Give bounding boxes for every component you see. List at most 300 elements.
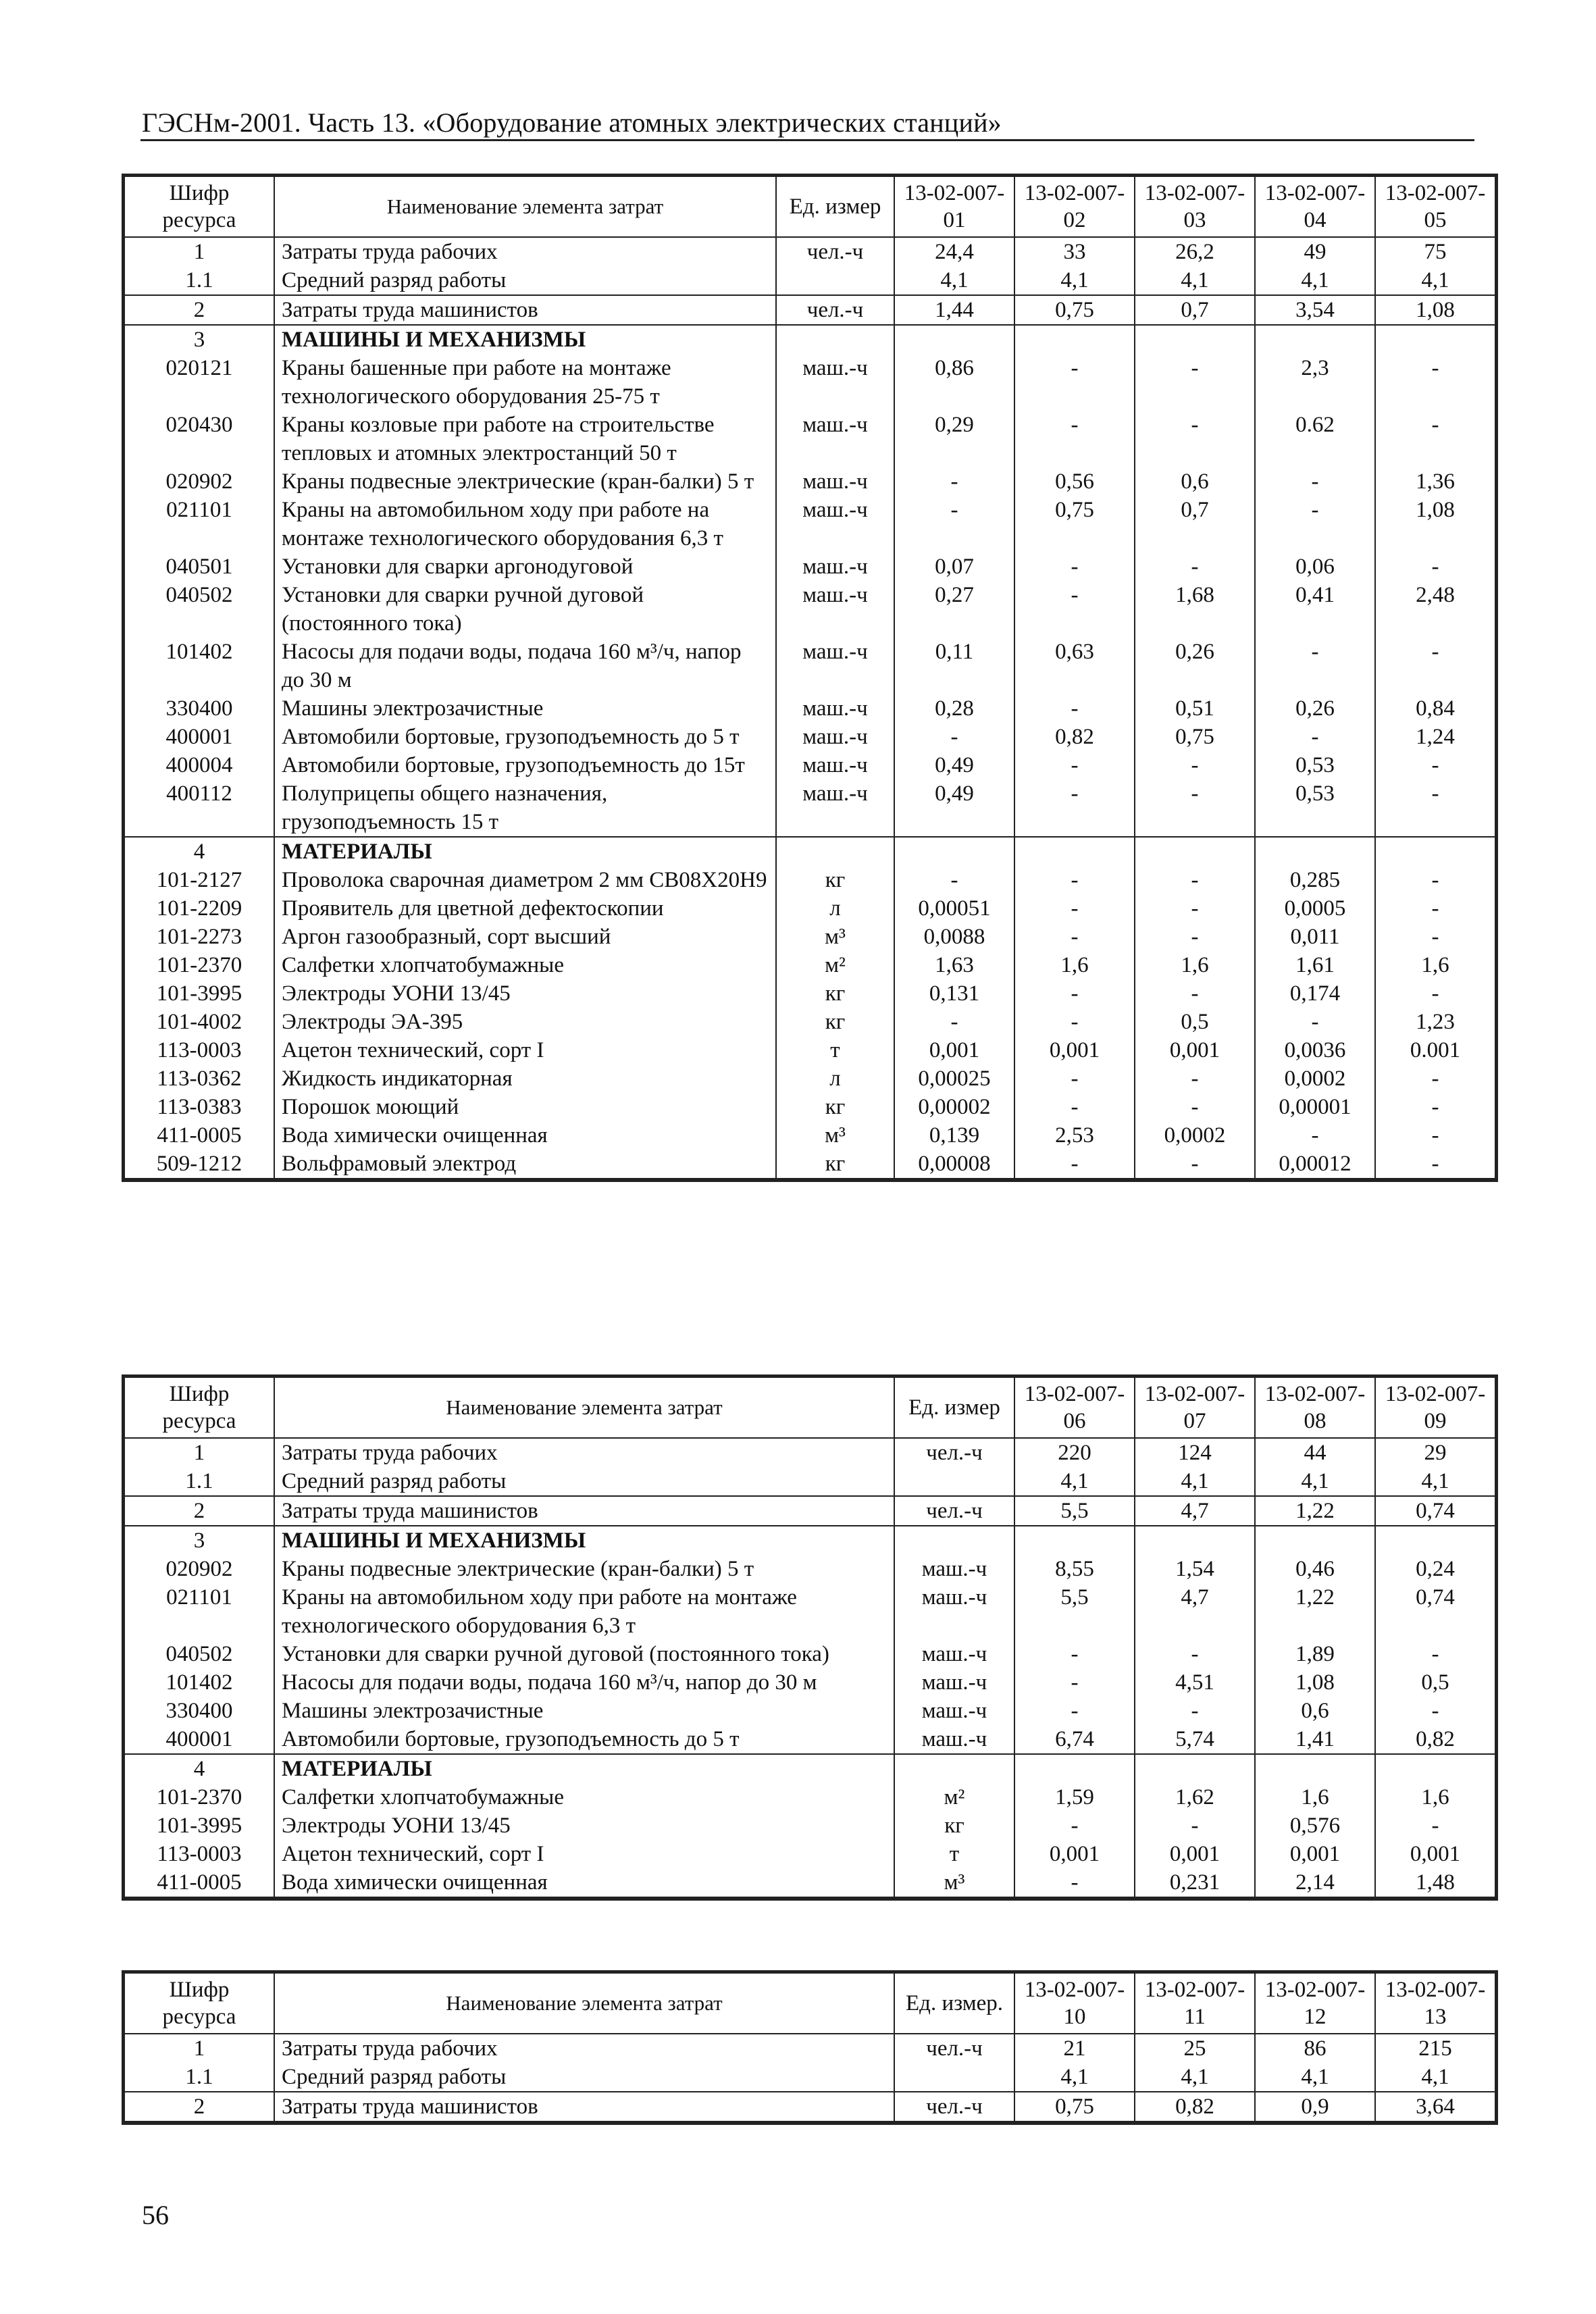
cell-value: - bbox=[1375, 751, 1495, 779]
cell-value: 0,001 bbox=[1255, 1840, 1375, 1868]
cell-code: 2 bbox=[124, 1496, 274, 1526]
cell-value: - bbox=[1014, 552, 1135, 581]
cell-value: 1,6 bbox=[1375, 951, 1495, 979]
cell-value bbox=[1014, 1526, 1135, 1555]
cell-value: - bbox=[1014, 1093, 1135, 1121]
column-header-norm: 13-02-007-13 bbox=[1375, 1973, 1495, 2034]
table-row bbox=[124, 237, 1495, 266]
cell-value: 5,5 bbox=[1014, 1583, 1135, 1640]
cell-code: 1.1 bbox=[124, 266, 274, 295]
cell-value: 0,46 bbox=[1255, 1555, 1375, 1583]
cell-value: - bbox=[1375, 411, 1495, 467]
column-header-name: Наименование элемента затрат bbox=[274, 1377, 894, 1438]
cell-value: 124 bbox=[1135, 1438, 1255, 1467]
cell-unit: маш.-ч bbox=[894, 1583, 1014, 1640]
cell-value: - bbox=[1375, 1640, 1495, 1668]
cell-code: 101-2273 bbox=[124, 923, 274, 951]
cell-code: 1 bbox=[124, 237, 274, 266]
cell-code: 020902 bbox=[124, 467, 274, 496]
table-row bbox=[124, 1811, 1495, 1840]
table-row bbox=[124, 496, 1495, 552]
cell-value: - bbox=[1135, 1697, 1255, 1725]
table-row bbox=[124, 467, 1495, 496]
table-header-row bbox=[124, 176, 1495, 237]
cell-value: 0,001 bbox=[1014, 1840, 1135, 1868]
cell-value: 0,001 bbox=[894, 1036, 1014, 1064]
cell-unit: маш.-ч bbox=[776, 638, 894, 694]
cell-value: 0,63 bbox=[1014, 638, 1135, 694]
cell-value: 0,49 bbox=[894, 779, 1014, 837]
cell-unit: кг bbox=[776, 979, 894, 1008]
table-row bbox=[124, 552, 1495, 581]
table-header-row bbox=[124, 1973, 1495, 2034]
cell-code: 113-0003 bbox=[124, 1840, 274, 1868]
cell-value: 0,26 bbox=[1135, 638, 1255, 694]
cell-value: 0,9 bbox=[1255, 2092, 1375, 2122]
cell-name: Машины электрозачистные bbox=[274, 1697, 894, 1725]
cell-value: 1,63 bbox=[894, 951, 1014, 979]
cell-value: 0,00051 bbox=[894, 894, 1014, 923]
cell-name: Затраты труда рабочих bbox=[274, 237, 776, 266]
cell-value: - bbox=[1375, 1697, 1495, 1725]
cell-value: - bbox=[1375, 552, 1495, 581]
cell-value: - bbox=[1375, 979, 1495, 1008]
cell-unit: маш.-ч bbox=[776, 467, 894, 496]
cell-value: - bbox=[1135, 552, 1255, 581]
cell-value: - bbox=[1375, 1064, 1495, 1093]
cell-value: - bbox=[894, 1008, 1014, 1036]
table-row bbox=[124, 951, 1495, 979]
cell-value: 86 bbox=[1255, 2034, 1375, 2063]
table-row bbox=[124, 866, 1495, 894]
cell-unit: маш.-ч bbox=[894, 1668, 1014, 1697]
cell-value: 2,14 bbox=[1255, 1868, 1375, 1898]
cell-value: 21 bbox=[1014, 2034, 1135, 2063]
table-row bbox=[124, 581, 1495, 638]
cell-value: 3,54 bbox=[1255, 295, 1375, 325]
cell-value: 4,7 bbox=[1135, 1583, 1255, 1640]
cell-value: 0,0002 bbox=[1255, 1064, 1375, 1093]
cell-unit: кг bbox=[776, 1150, 894, 1179]
cell-value: - bbox=[1014, 1697, 1135, 1725]
cell-value: - bbox=[1135, 411, 1255, 467]
cell-unit: кг bbox=[894, 1811, 1014, 1840]
cell-value bbox=[1375, 837, 1495, 866]
table-row bbox=[124, 1036, 1495, 1064]
column-header-code: Шифр ресурса bbox=[124, 1973, 274, 2034]
cell-value: 6,74 bbox=[1014, 1725, 1135, 1754]
page-number: 56 bbox=[142, 2200, 169, 2230]
cell-value: 29 bbox=[1375, 1438, 1495, 1467]
cell-name: Автомобили бортовые, грузоподъемность до 5 т bbox=[274, 1725, 894, 1754]
table-row bbox=[124, 1008, 1495, 1036]
cell-value: - bbox=[1135, 1640, 1255, 1668]
column-header-norm: 13-02-007-10 bbox=[1014, 1973, 1135, 2034]
cell-value: 1,48 bbox=[1375, 1868, 1495, 1898]
cell-code: 400001 bbox=[124, 1725, 274, 1754]
cell-unit: чел.-ч bbox=[894, 1438, 1014, 1467]
cell-code: 509-1212 bbox=[124, 1150, 274, 1179]
cell-code: 040501 bbox=[124, 552, 274, 581]
cell-code: 330400 bbox=[124, 1697, 274, 1725]
table-row bbox=[124, 1697, 1495, 1725]
table-row bbox=[124, 2092, 1495, 2122]
cell-code: 021101 bbox=[124, 496, 274, 552]
section-row bbox=[124, 1754, 1495, 1783]
cell-unit: маш.-ч bbox=[776, 751, 894, 779]
cell-value: 1,41 bbox=[1255, 1725, 1375, 1754]
cell-value: 25 bbox=[1135, 2034, 1255, 2063]
cell-unit bbox=[776, 837, 894, 866]
cell-unit: чел.-ч bbox=[894, 1496, 1014, 1526]
cell-value: - bbox=[1014, 1811, 1135, 1840]
cell-value: 0,82 bbox=[1375, 1725, 1495, 1754]
page-header-title: ГЭСНм-2001. Часть 13. «Оборудование атомных электрических станций» bbox=[142, 107, 1002, 138]
table-row bbox=[124, 1668, 1495, 1697]
cell-value: 0,07 bbox=[894, 552, 1014, 581]
cell-code: 101-2209 bbox=[124, 894, 274, 923]
cell-name: Полуприцепы общего назначения, грузоподъемность 15 т bbox=[274, 779, 776, 837]
cell-value: - bbox=[1014, 581, 1135, 638]
table-row bbox=[124, 1121, 1495, 1150]
cell-value: 0,74 bbox=[1375, 1496, 1495, 1526]
cell-value: - bbox=[1014, 411, 1135, 467]
cell-value: 0,0088 bbox=[894, 923, 1014, 951]
cell-unit: кг bbox=[776, 1008, 894, 1036]
cell-value: 0,51 bbox=[1135, 694, 1255, 723]
cell-value: - bbox=[1255, 1121, 1375, 1150]
cell-value: 5,5 bbox=[1014, 1496, 1135, 1526]
column-header-unit: Ед. измер. bbox=[894, 1973, 1014, 2034]
table-row bbox=[124, 751, 1495, 779]
cell-value: 0,0002 bbox=[1135, 1121, 1255, 1150]
cell-name: Средний разряд работы bbox=[274, 266, 776, 295]
table-row bbox=[124, 295, 1495, 325]
cell-name: Затраты труда рабочих bbox=[274, 2034, 894, 2063]
cell-value: - bbox=[1014, 1640, 1135, 1668]
cell-code: 400112 bbox=[124, 779, 274, 837]
cell-code: 330400 bbox=[124, 694, 274, 723]
column-header-norm: 13-02-007-03 bbox=[1135, 176, 1255, 237]
cell-value: - bbox=[1014, 751, 1135, 779]
cell-code: 101-3995 bbox=[124, 979, 274, 1008]
cell-code: 2 bbox=[124, 2092, 274, 2122]
cell-value: 1,61 bbox=[1255, 951, 1375, 979]
cell-code: 3 bbox=[124, 1526, 274, 1555]
cell-unit: чел.-ч bbox=[776, 295, 894, 325]
cell-value: 0,75 bbox=[1135, 723, 1255, 751]
cell-value: - bbox=[1135, 1093, 1255, 1121]
table-row bbox=[124, 638, 1495, 694]
cell-value: 0,75 bbox=[1014, 496, 1135, 552]
cell-value: 0,26 bbox=[1255, 694, 1375, 723]
section-row bbox=[124, 837, 1495, 866]
cell-value: - bbox=[1135, 1064, 1255, 1093]
cell-value bbox=[894, 837, 1014, 866]
cell-unit: т bbox=[894, 1840, 1014, 1868]
norms-table-2 bbox=[124, 1377, 1496, 1899]
cell-value: 220 bbox=[1014, 1438, 1135, 1467]
cell-value: 1,54 bbox=[1135, 1555, 1255, 1583]
cell-value: 0,7 bbox=[1135, 295, 1255, 325]
cell-value: - bbox=[1375, 894, 1495, 923]
cell-value: 4,1 bbox=[1135, 266, 1255, 295]
cell-value bbox=[1255, 1526, 1375, 1555]
cell-unit: т bbox=[776, 1036, 894, 1064]
section-title: МАТЕРИАЛЫ bbox=[274, 1754, 894, 1783]
cell-value: 0,74 bbox=[1375, 1583, 1495, 1640]
cell-unit: маш.-ч bbox=[776, 581, 894, 638]
cell-value: 1,59 bbox=[1014, 1783, 1135, 1811]
cell-code: 3 bbox=[124, 325, 274, 354]
cell-value bbox=[1375, 1754, 1495, 1783]
cell-code: 040502 bbox=[124, 1640, 274, 1668]
cell-name: Проволока сварочная диаметром 2 мм СВ08Х20Н9 bbox=[274, 866, 776, 894]
cell-value: - bbox=[1375, 354, 1495, 411]
cell-value bbox=[1255, 325, 1375, 354]
cell-value: - bbox=[1375, 1811, 1495, 1840]
cell-value: - bbox=[1135, 751, 1255, 779]
table-row bbox=[124, 694, 1495, 723]
cell-unit: л bbox=[776, 1064, 894, 1093]
cell-code: 021101 bbox=[124, 1583, 274, 1640]
cell-unit bbox=[894, 1467, 1014, 1496]
cell-value: - bbox=[1255, 723, 1375, 751]
cell-value: 0,001 bbox=[1135, 1840, 1255, 1868]
column-header-norm: 13-02-007-02 bbox=[1014, 176, 1135, 237]
cell-value: 0,82 bbox=[1014, 723, 1135, 751]
cell-value: - bbox=[1014, 1150, 1135, 1179]
cell-value: 1,22 bbox=[1255, 1496, 1375, 1526]
table-row bbox=[124, 1725, 1495, 1754]
column-header-norm: 13-02-007-07 bbox=[1135, 1377, 1255, 1438]
cell-code: 113-0383 bbox=[124, 1093, 274, 1121]
cell-value: - bbox=[1375, 923, 1495, 951]
cell-value: 24,4 bbox=[894, 237, 1014, 266]
cell-name: Вода химически очищенная bbox=[274, 1868, 894, 1898]
cell-value: 4,7 bbox=[1135, 1496, 1255, 1526]
cell-unit bbox=[894, 2063, 1014, 2092]
cell-value: - bbox=[1255, 1008, 1375, 1036]
cell-name: Краны башенные при работе на монтаже технологического оборудования 25-75 т bbox=[274, 354, 776, 411]
cell-unit: маш.-ч bbox=[776, 411, 894, 467]
cell-unit: маш.-ч bbox=[776, 354, 894, 411]
cell-value: 4,51 bbox=[1135, 1668, 1255, 1697]
cell-unit: маш.-ч bbox=[776, 694, 894, 723]
table-row bbox=[124, 1783, 1495, 1811]
cell-code: 113-0003 bbox=[124, 1036, 274, 1064]
table-row bbox=[124, 1583, 1495, 1640]
cell-value bbox=[1014, 837, 1135, 866]
cell-value bbox=[1135, 837, 1255, 866]
section-row bbox=[124, 1526, 1495, 1555]
cell-value: - bbox=[894, 467, 1014, 496]
cell-value: - bbox=[1135, 979, 1255, 1008]
cell-unit bbox=[894, 1526, 1014, 1555]
cell-name: Порошок моющий bbox=[274, 1093, 776, 1121]
cell-value: - bbox=[1014, 1064, 1135, 1093]
cell-value bbox=[894, 325, 1014, 354]
column-header-norm: 13-02-007-12 bbox=[1255, 1973, 1375, 2034]
cell-value: - bbox=[1014, 1868, 1135, 1898]
cell-value: - bbox=[1375, 638, 1495, 694]
cell-value: 1,23 bbox=[1375, 1008, 1495, 1036]
column-header-code: Шифр ресурса bbox=[124, 1377, 274, 1438]
cell-value: 4,1 bbox=[1255, 266, 1375, 295]
cell-code: 1.1 bbox=[124, 1467, 274, 1496]
cell-value: 0,86 bbox=[894, 354, 1014, 411]
column-header-norm: 13-02-007-01 bbox=[894, 176, 1014, 237]
cell-value: 3,64 bbox=[1375, 2092, 1495, 2122]
table-row bbox=[124, 779, 1495, 837]
cell-value: 0,011 bbox=[1255, 923, 1375, 951]
cell-value: 0,00001 bbox=[1255, 1093, 1375, 1121]
cell-unit: л bbox=[776, 894, 894, 923]
cell-value bbox=[1255, 1754, 1375, 1783]
cell-name: Краны на автомобильном ходу при работе на монтаже технологического оборудования 6,3 т bbox=[274, 1583, 894, 1640]
cell-code: 101402 bbox=[124, 638, 274, 694]
cell-value bbox=[1375, 1526, 1495, 1555]
cell-value: 33 bbox=[1014, 237, 1135, 266]
cell-name: Автомобили бортовые, грузоподъемность до 15т bbox=[274, 751, 776, 779]
column-header-norm: 13-02-007-09 bbox=[1375, 1377, 1495, 1438]
cell-name: Средний разряд работы bbox=[274, 1467, 894, 1496]
cell-name: Затраты труда машинистов bbox=[274, 2092, 894, 2122]
cell-value: 0,27 bbox=[894, 581, 1014, 638]
cell-value bbox=[1014, 325, 1135, 354]
cell-name: Затраты труда машинистов bbox=[274, 295, 776, 325]
cell-unit: кг bbox=[776, 1093, 894, 1121]
cell-value: 1,36 bbox=[1375, 467, 1495, 496]
cell-unit: маш.-ч bbox=[776, 779, 894, 837]
cell-name: Установки для сварки ручной дуговой (постоянного тока) bbox=[274, 1640, 894, 1668]
cell-value bbox=[1255, 837, 1375, 866]
table-row bbox=[124, 1438, 1495, 1467]
cell-value: 1,68 bbox=[1135, 581, 1255, 638]
cell-value bbox=[1135, 1754, 1255, 1783]
cell-value: 0,0005 bbox=[1255, 894, 1375, 923]
cell-value: 75 bbox=[1375, 237, 1495, 266]
cell-unit: маш.-ч bbox=[776, 723, 894, 751]
cell-value: 26,2 bbox=[1135, 237, 1255, 266]
cell-name: Вольфрамовый электрод bbox=[274, 1150, 776, 1179]
cell-value: - bbox=[1135, 1150, 1255, 1179]
cell-unit: м³ bbox=[894, 1868, 1014, 1898]
cell-value: - bbox=[1014, 1008, 1135, 1036]
cell-name: Краны козловые при работе на строительстве тепловых и атомных электростанций 50 т bbox=[274, 411, 776, 467]
cell-unit: чел.-ч bbox=[776, 237, 894, 266]
column-header-unit: Ед. измер bbox=[776, 176, 894, 237]
cell-value: 0,5 bbox=[1375, 1668, 1495, 1697]
column-header-code: Шифр ресурса bbox=[124, 176, 274, 237]
cell-value: - bbox=[1014, 1668, 1135, 1697]
cell-code: 040502 bbox=[124, 581, 274, 638]
cell-value: - bbox=[1135, 894, 1255, 923]
cell-value: 1,44 bbox=[894, 295, 1014, 325]
table-row bbox=[124, 894, 1495, 923]
cell-value: - bbox=[1014, 979, 1135, 1008]
cell-name: Салфетки хлопчатобумажные bbox=[274, 1783, 894, 1811]
table-row bbox=[124, 923, 1495, 951]
cell-value: 0,139 bbox=[894, 1121, 1014, 1150]
cell-value: - bbox=[894, 866, 1014, 894]
cell-unit: м² bbox=[776, 951, 894, 979]
cell-value: 1,08 bbox=[1375, 295, 1495, 325]
cell-name: Жидкость индикаторная bbox=[274, 1064, 776, 1093]
cell-value: 49 bbox=[1255, 237, 1375, 266]
cell-value: 2,48 bbox=[1375, 581, 1495, 638]
cell-value: 0,231 bbox=[1135, 1868, 1255, 1898]
cell-value: - bbox=[1014, 894, 1135, 923]
cell-value: 0,84 bbox=[1375, 694, 1495, 723]
cell-value: - bbox=[1014, 923, 1135, 951]
cell-name: Аргон газообразный, сорт высший bbox=[274, 923, 776, 951]
cell-value: 0,41 bbox=[1255, 581, 1375, 638]
table-row bbox=[124, 1640, 1495, 1668]
table-row bbox=[124, 1496, 1495, 1526]
cell-value: 4,1 bbox=[1014, 266, 1135, 295]
table-row bbox=[124, 354, 1495, 411]
cell-value: - bbox=[1014, 866, 1135, 894]
cell-value: 1,62 bbox=[1135, 1783, 1255, 1811]
table-row bbox=[124, 1150, 1495, 1179]
cell-value: 0,576 bbox=[1255, 1811, 1375, 1840]
cell-value: 0,5 bbox=[1135, 1008, 1255, 1036]
column-header-name: Наименование элемента затрат bbox=[274, 1973, 894, 2034]
cell-name: Вода химически очищенная bbox=[274, 1121, 776, 1150]
cell-unit: м² bbox=[894, 1783, 1014, 1811]
section-title: МАТЕРИАЛЫ bbox=[274, 837, 776, 866]
cell-code: 4 bbox=[124, 837, 274, 866]
cell-value: 4,1 bbox=[1375, 266, 1495, 295]
cell-value: 0,75 bbox=[1014, 2092, 1135, 2122]
cell-value: 44 bbox=[1255, 1438, 1375, 1467]
table-row bbox=[124, 411, 1495, 467]
cell-unit bbox=[776, 266, 894, 295]
cell-name: Насосы для подачи воды, подача 160 м³/ч, напор до 30 м bbox=[274, 638, 776, 694]
cell-code: 411-0005 bbox=[124, 1868, 274, 1898]
cell-name: Ацетон технический, сорт I bbox=[274, 1840, 894, 1868]
cell-value: 8,55 bbox=[1014, 1555, 1135, 1583]
cell-name: Краны на автомобильном ходу при работе на монтаже технологического оборудования 6,3 т bbox=[274, 496, 776, 552]
cell-value: - bbox=[1135, 923, 1255, 951]
cell-value: 0,24 bbox=[1375, 1555, 1495, 1583]
cell-value: - bbox=[1375, 1150, 1495, 1179]
cell-value: - bbox=[1135, 354, 1255, 411]
cell-value: - bbox=[1255, 638, 1375, 694]
table-header-row bbox=[124, 1377, 1495, 1438]
cell-value: 0,29 bbox=[894, 411, 1014, 467]
cell-value: 0,174 bbox=[1255, 979, 1375, 1008]
cell-value: 4,1 bbox=[1014, 1467, 1135, 1496]
cell-value: 0,53 bbox=[1255, 779, 1375, 837]
cell-value: 0,28 bbox=[894, 694, 1014, 723]
cell-name: Ацетон технический, сорт I bbox=[274, 1036, 776, 1064]
table-row bbox=[124, 1093, 1495, 1121]
cell-value: 0,56 bbox=[1014, 467, 1135, 496]
cell-value: 1,89 bbox=[1255, 1640, 1375, 1668]
cell-value: - bbox=[894, 723, 1014, 751]
cell-code: 101-2127 bbox=[124, 866, 274, 894]
table-row bbox=[124, 266, 1495, 295]
cell-value: - bbox=[1375, 1093, 1495, 1121]
cell-value: 1,6 bbox=[1255, 1783, 1375, 1811]
table-row bbox=[124, 2063, 1495, 2092]
section-row bbox=[124, 325, 1495, 354]
cell-code: 4 bbox=[124, 1754, 274, 1783]
cell-unit: маш.-ч bbox=[894, 1725, 1014, 1754]
cell-code: 1.1 bbox=[124, 2063, 274, 2092]
